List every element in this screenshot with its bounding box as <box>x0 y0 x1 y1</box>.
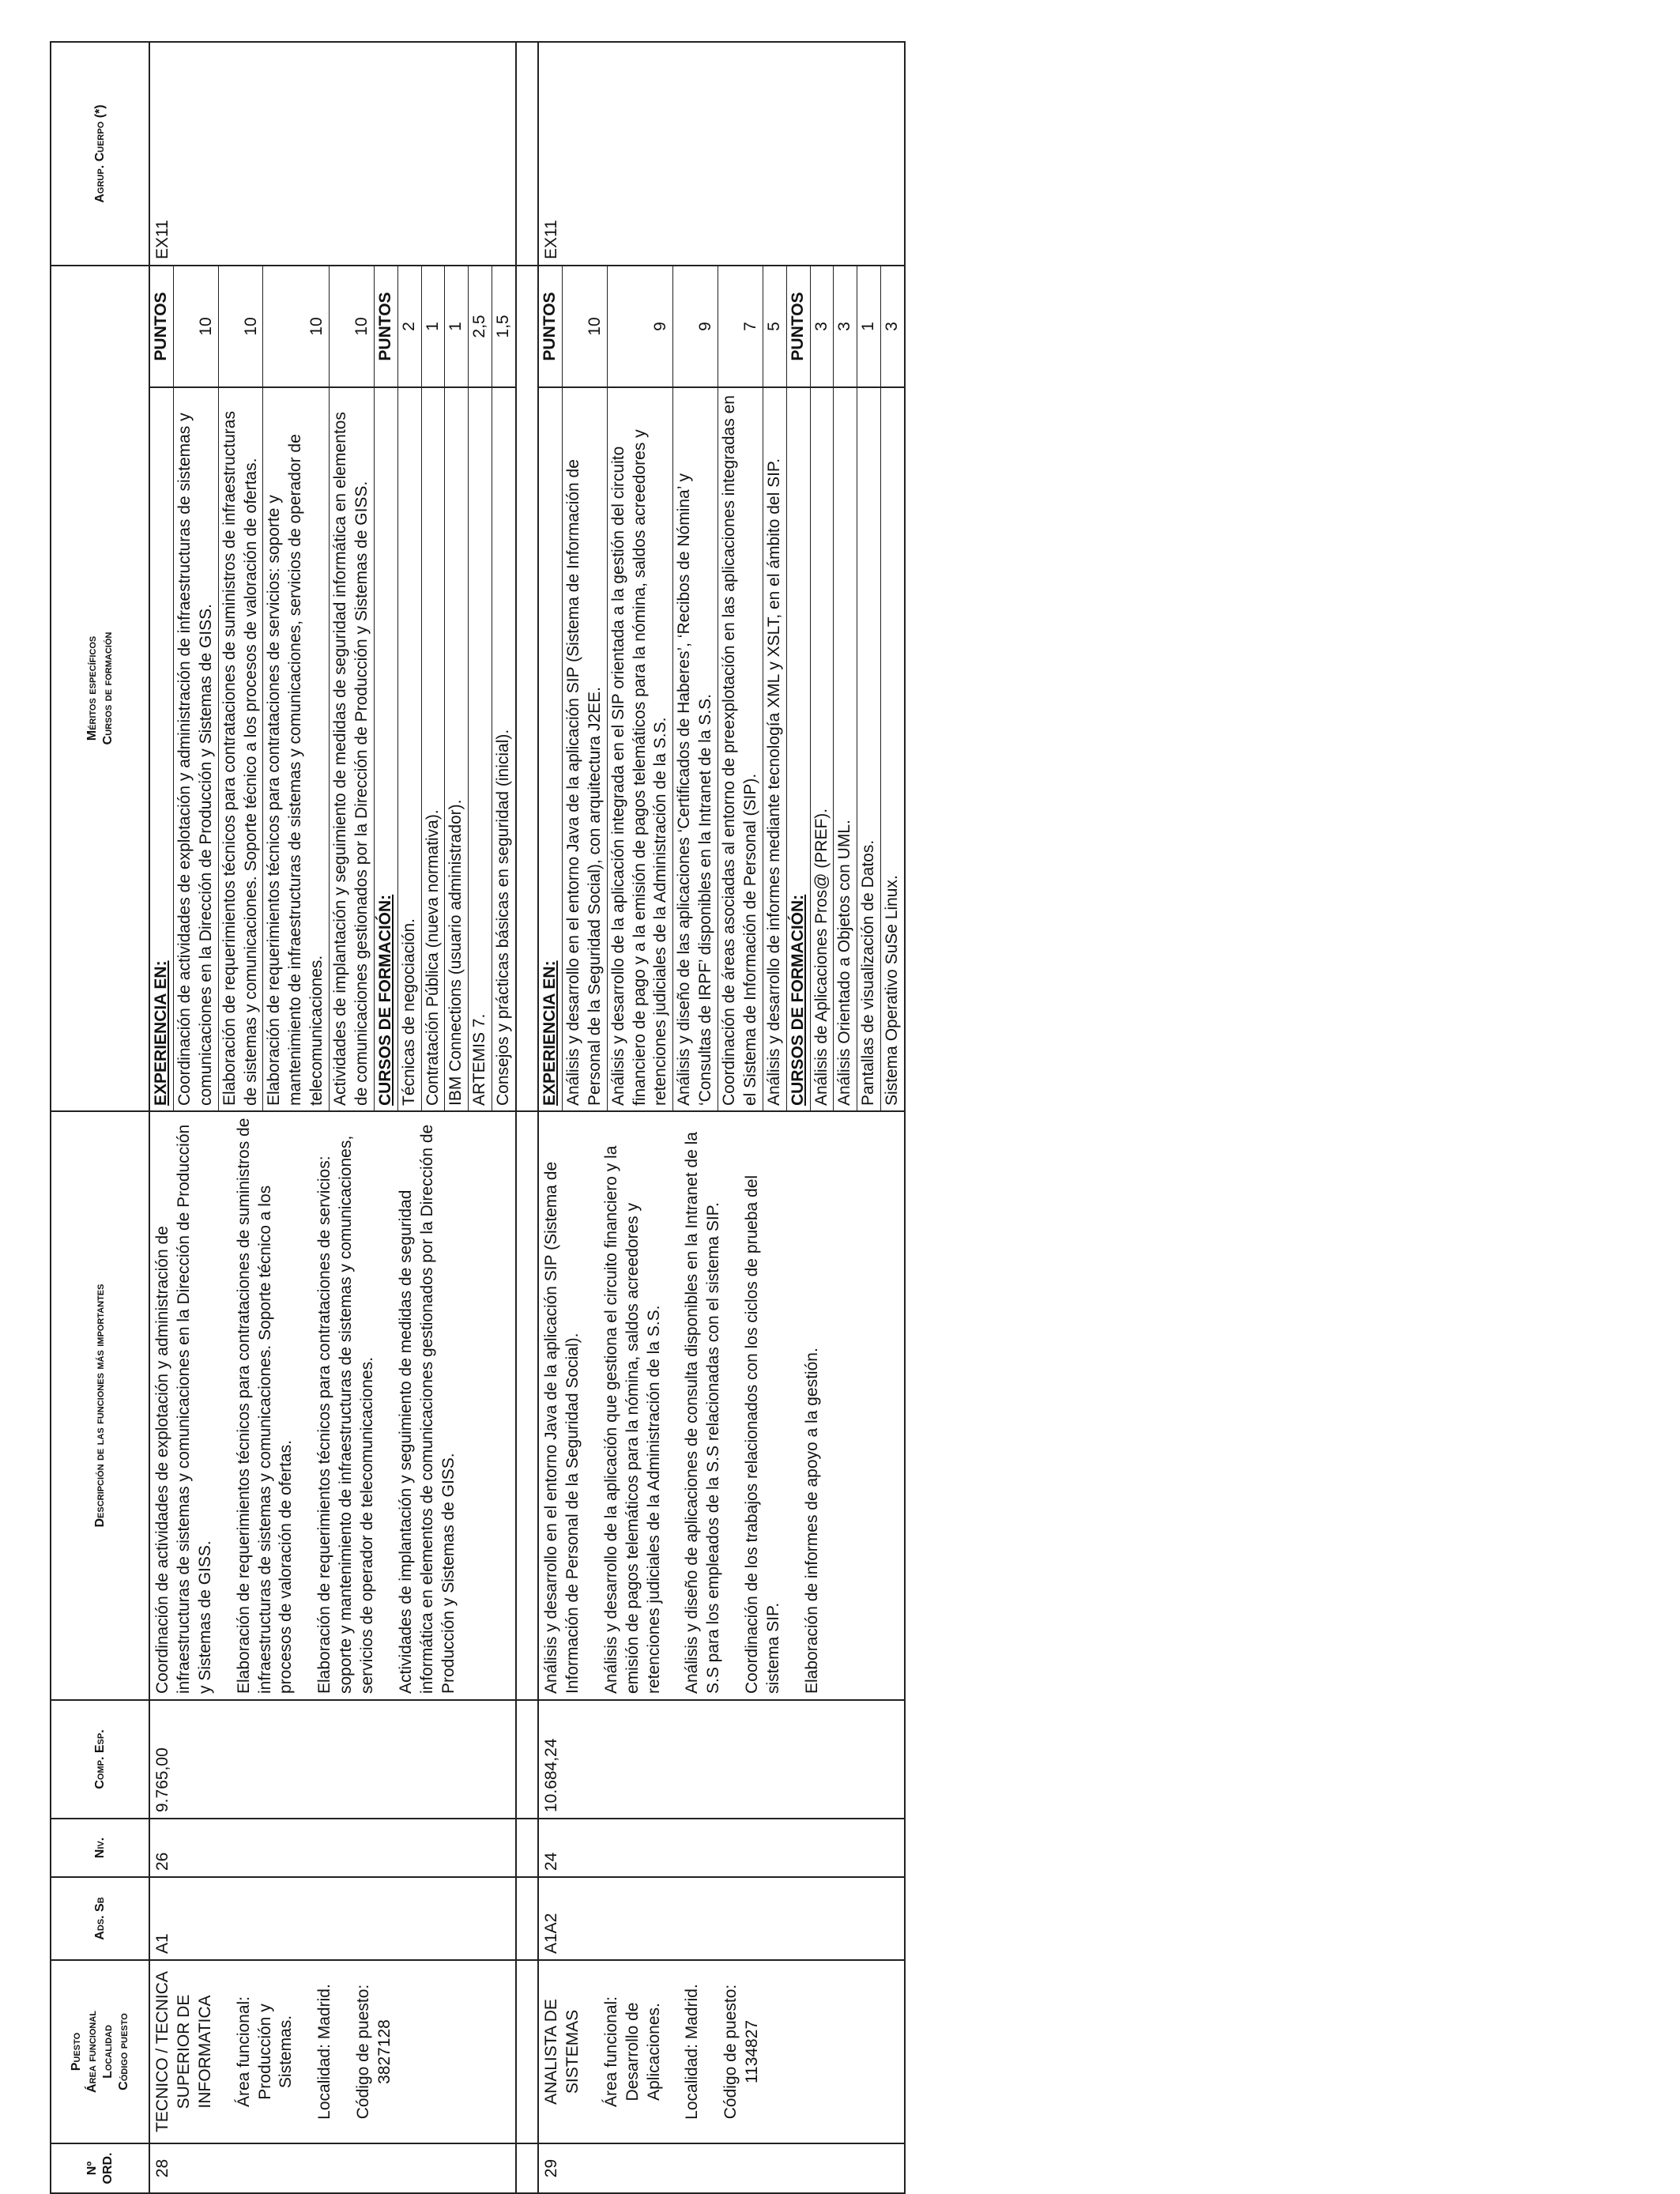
curso-text: Sistema Operativo SuSe Linux. <box>883 875 902 1106</box>
experiencia-header-row <box>150 266 173 1110</box>
desc-paragraph: Elaboración de requerimientos técnicos para contrataciones de servicios: soporte y mantenimiento de infraestructuras de sistemas y comunicaciones, servicios de operador de telecomunicaciones. <box>315 1135 376 1694</box>
desc-paragraph: Coordinación de los trabajos relacionados con los ciclos de prueba del sistema SIP. <box>743 1174 782 1694</box>
merit-item <box>718 266 763 1110</box>
desc-cell <box>538 1111 905 1700</box>
experiencia-header: EXPERIENCIA EN: <box>539 387 562 1110</box>
header-agrup: Agrup. Cuerpo (*) <box>51 42 149 266</box>
curso-text: Pantallas de visualización de Datos. <box>857 387 881 1110</box>
merit-text: Análisis y desarrollo de informes mediante tecnología XML y XSLT, en el ámbito del SIP. <box>763 387 786 1110</box>
agrup-cell: EX11 <box>149 42 516 266</box>
cursos-header: CURSOS DE FORMACIÓN: <box>374 387 397 1110</box>
curso-text: Técnicas de negociación. <box>397 387 421 1110</box>
table-row <box>538 42 905 2193</box>
header-ord: Nº ORD. <box>51 2143 149 2193</box>
curso-text: Análisis de Aplicaciones Pros@ (PREF). <box>810 387 834 1110</box>
curso-points: 2,5 <box>469 266 492 387</box>
comp-cell: 10.684,24 <box>538 1700 905 1819</box>
merit-text: Coordinación de actividades de explotación y administración de infraestructuras de sistemas y comunicaciones en la Dirección de Producción y Sistemas de GISS. <box>173 387 218 1110</box>
desc-cell <box>149 1111 516 1700</box>
header-puesto-line: Área funcional <box>85 2011 99 2093</box>
curso-item <box>445 266 469 1110</box>
curso-text: Consejos y prácticas básicas en seguridad (inicial). <box>494 729 513 1106</box>
cursos-header-row <box>786 266 810 1110</box>
merit-points: 10 <box>330 266 375 387</box>
puesto-title: TECNICO / TECNICA SUPERIOR DE INFORMATICA <box>153 1971 214 2132</box>
curso-text: IBM Connections (usuario administrador). <box>445 387 469 1110</box>
curso-item <box>810 266 834 1110</box>
comp-cell: 9.765,00 <box>149 1700 516 1819</box>
positions-table <box>50 41 906 2194</box>
merit-text: Análisis y diseño de las aplicaciones ‘Certificados de Haberes’, ‘Recibos de Nómina’ y ‘Consultas de IRPF’ disponibles en la Intranet de la S.S. <box>673 387 718 1110</box>
merit-points: 7 <box>718 266 763 387</box>
curso-item <box>421 266 445 1110</box>
desc-paragraph: Coordinación de actividades de explotación y administración de infraestructuras de sistemas y comunicaciones en la Dirección de Producción y Sistemas de GISS. <box>153 1124 214 1694</box>
curso-points: 1,5 <box>492 266 515 387</box>
puntos-header: PUNTOS <box>150 266 173 387</box>
header-puesto-line: Código puesto <box>116 2013 130 2090</box>
ads-cell: A1 <box>149 1877 516 1960</box>
header-meritos <box>51 266 149 1111</box>
curso-item <box>492 266 515 1110</box>
niv-cell: 24 <box>538 1819 905 1877</box>
curso-points: 3 <box>881 266 904 387</box>
curso-item <box>881 266 904 1110</box>
puesto-title: ANALISTA DE SISTEMAS <box>542 1999 582 2105</box>
curso-points: 1 <box>445 266 469 387</box>
merit-text: Elaboración de requerimientos técnicos para contrataciones de servicios: soporte y mantenimiento de infraestructuras de sistemas y comunicaciones, servicios de operador de telecomunicaciones. <box>263 387 330 1110</box>
merit-points: 5 <box>763 266 786 387</box>
experiencia-header-row <box>539 266 562 1110</box>
merit-item <box>763 266 786 1110</box>
curso-item <box>834 266 857 1110</box>
header-comp: Comp. Esp. <box>51 1700 149 1819</box>
curso-points: 3 <box>834 266 857 387</box>
desc-paragraph: Análisis y desarrollo de la aplicación que gestiona el circuito financiero y la emisión de pagos telemáticos para la nómina, saldos acreedores y retenciones judiciales de la Administración de la S.S. <box>601 1145 663 1694</box>
merit-item <box>562 266 607 1110</box>
desc-paragraph: Elaboración de informes de apoyo a la gestión. <box>802 1348 821 1694</box>
puesto-area: Área funcional: Desarrollo de Aplicaciones. <box>601 1996 663 2108</box>
puesto-localidad: Localidad: Madrid. <box>315 1984 334 2120</box>
merit-points: 9 <box>607 266 673 387</box>
curso-item <box>469 266 492 1110</box>
merit-points: 10 <box>562 266 607 387</box>
curso-points: 2 <box>397 266 421 387</box>
merit-text: Elaboración de requerimientos técnicos para contrataciones de suministros de infraestructuras de sistemas y comunicaciones. Soporte técnico a los procesos de valoración de ofertas. <box>218 387 263 1110</box>
header-puesto-line: Puesto <box>69 2032 83 2071</box>
puesto-cell <box>538 1960 905 2143</box>
desc-paragraph: Actividades de implantación y seguimiento de medidas de seguridad informática en elementos de comunicaciones gestionados por la Dirección de Producción y Sistemas de GISS. <box>396 1124 458 1694</box>
ord-cell: 28 <box>149 2143 516 2193</box>
desc-paragraph: Análisis y desarrollo en el entorno Java de la aplicación SIP (Sistema de Información de Personal de la Seguridad Social). <box>542 1161 582 1694</box>
curso-points: 3 <box>810 266 834 387</box>
merit-item <box>330 266 375 1110</box>
puntos-header: PUNTOS <box>374 266 397 387</box>
merits-table <box>539 266 904 1110</box>
puesto-codigo: Código de puesto: 1134827 <box>721 1984 762 2120</box>
merit-text: Análisis y desarrollo de la aplicación integrada en el SIP orientada a la gestión del circuito financiero de pago y a la emisión de pagos telemáticos para la nómina, saldos acreedores y retenciones judiciales de la Administración de la S.S. <box>607 387 673 1110</box>
curso-text: Contratación Pública (nueva normativa). <box>421 387 445 1110</box>
puntos-header: PUNTOS <box>786 266 810 387</box>
header-meritos-line: Méritos específicos <box>85 635 99 741</box>
curso-item <box>857 266 881 1110</box>
curso-text: ARTEMIS 7. <box>469 387 492 1110</box>
puesto-localidad: Localidad: Madrid. <box>683 1984 702 2120</box>
header-desc: Descripción de las funciones más importantes <box>51 1111 149 1700</box>
merit-item <box>607 266 673 1110</box>
desc-paragraph: Análisis y diseño de aplicaciones de consulta disponibles en la Intranet de la S.S para los empleados de la S.S relacionadas con el sistema SIP. <box>683 1132 723 1694</box>
table-row <box>149 42 516 2193</box>
cursos-header-row <box>374 266 397 1110</box>
niv-cell: 26 <box>149 1819 516 1877</box>
merit-text: Actividades de implantación y seguimiento de medidas de seguridad informática en elementos de comunicaciones gestionados por la Dirección de Producción y Sistemas de GISS. <box>330 387 375 1110</box>
merit-points: 10 <box>263 266 330 387</box>
header-meritos-line: Cursos de formación <box>100 631 115 745</box>
merit-text: Coordinación de áreas asociadas al entorno de preexplotación en las aplicaciones integradas en el Sistema de Información de Personal (SIP). <box>718 387 763 1110</box>
merit-points: 10 <box>173 266 218 387</box>
merit-item <box>173 266 218 1110</box>
desc-paragraph: Elaboración de requerimientos técnicos para contrataciones de suministros de infraestructuras de sistemas y comunicaciones. Soporte técnico a los procesos de valoración de ofertas. <box>234 1118 296 1694</box>
puesto-area: Área funcional: Producción y Sistemas. <box>234 1996 296 2108</box>
merit-item <box>673 266 718 1110</box>
header-puesto <box>51 1960 149 2143</box>
curso-points: 1 <box>421 266 445 387</box>
merits-cell <box>149 266 516 1111</box>
merit-item <box>218 266 263 1110</box>
spacer-row <box>516 42 538 2193</box>
experiencia-header: EXPERIENCIA EN: <box>150 387 173 1110</box>
puesto-cell <box>149 1960 516 2143</box>
puesto-codigo: Código de puesto: 3827128 <box>354 1984 394 2120</box>
cursos-header: CURSOS DE FORMACIÓN: <box>786 387 810 1110</box>
ord-cell: 29 <box>538 2143 905 2193</box>
ads-cell: A1A2 <box>538 1877 905 1960</box>
merits-table <box>150 266 515 1110</box>
merit-points: 10 <box>218 266 263 387</box>
curso-text: Análisis Orientado a Objetos con UML. <box>834 387 857 1110</box>
header-row <box>51 42 149 2193</box>
agrup-cell: EX11 <box>538 42 905 266</box>
header-ads: Ads. Sb <box>51 1877 149 1960</box>
merit-points: 9 <box>673 266 718 387</box>
merit-item <box>263 266 330 1110</box>
merit-text: Análisis y desarrollo en el entorno Java de la aplicación SIP (Sistema de Información de Personal de la Seguridad Social), con arquitectura J2EE. <box>562 387 607 1110</box>
puntos-header: PUNTOS <box>539 266 562 387</box>
header-puesto-line: Localidad <box>100 2025 115 2079</box>
merits-cell <box>538 266 905 1111</box>
rotated-sheet <box>50 43 1401 2194</box>
curso-points: 1 <box>857 266 881 387</box>
header-niv: Niv. <box>51 1819 149 1877</box>
curso-item <box>397 266 421 1110</box>
